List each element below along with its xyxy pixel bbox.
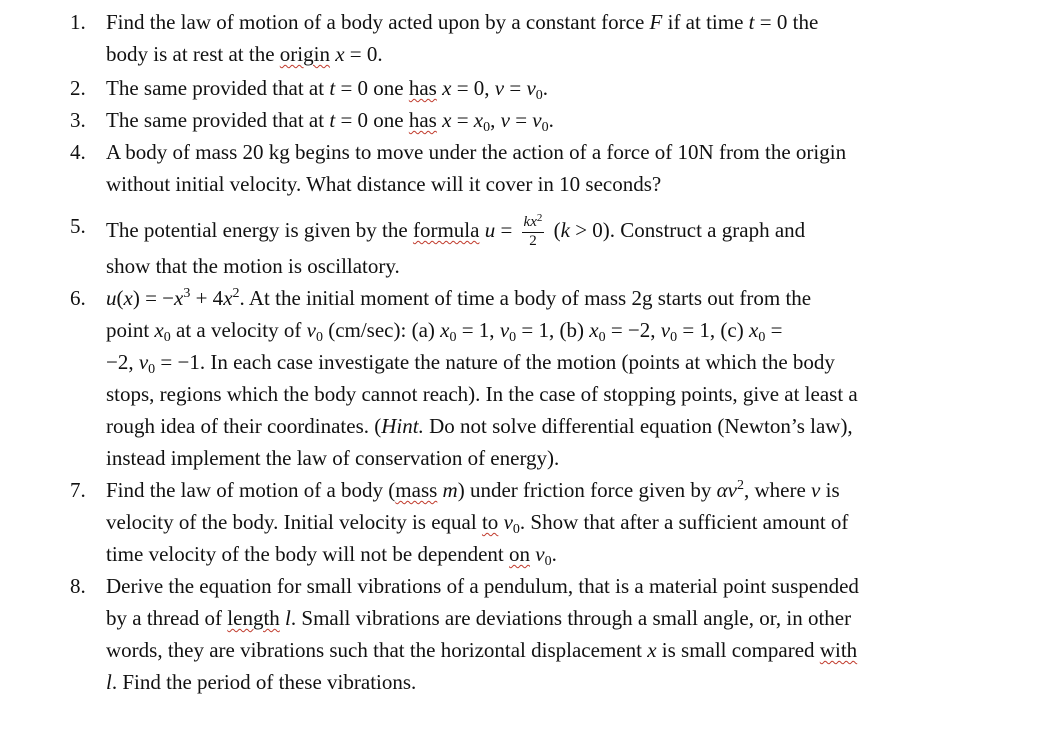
fraction-kx2-over-2: $\frac{kx^2}{2}$ <box>523 212 543 249</box>
text-line: Find the law of motion of a body (mass m) under friction force given by $\alpha v^2$, where v is <box>106 478 840 502</box>
problem-number: 6. <box>70 286 86 310</box>
text-line: Find the law of motion of a body acted upon by a constant force F if at time t = 0 the <box>106 10 819 34</box>
text-line: without initial velocity. What distance will it cover in 10 seconds? <box>106 172 662 196</box>
problem-number: 7. <box>70 478 86 502</box>
problem-number: 2. <box>70 76 86 100</box>
text-line: velocity of the body. Initial velocity is equal to v0. Show that after a sufficient amount of <box>106 510 849 537</box>
problem-number: 8. <box>70 574 86 598</box>
text-line: $u(x) = -x^3 + 4x^2$. At the initial moment of time a body of mass 2g starts out from the <box>106 286 812 310</box>
problem-number: 1. <box>70 10 86 34</box>
text-line: time velocity of the body will not be dependent on v0. <box>106 542 557 569</box>
problem-number: 3. <box>70 108 86 132</box>
text-line: The same provided that at t = 0 one has x = x0, v = v0. <box>106 108 554 135</box>
text-line: show that the motion is oscillatory. <box>106 254 400 278</box>
text-line: body is at rest at the origin x = 0. <box>106 42 383 66</box>
text-line: The potential energy is given by the formula u = $\frac{kx^2}{2}$ (k > 0). Construct a graph and <box>106 212 806 249</box>
text-line: instead implement the law of conservation of energy). <box>106 446 560 470</box>
text-line: by a thread of length l. Small vibrations are deviations through a small angle, or, in other <box>106 606 852 630</box>
text-line: A body of mass 20 kg begins to move under the action of a force of 10N from the origin <box>106 140 847 164</box>
text-line: l. Find the period of these vibrations. <box>106 670 417 694</box>
text-line: rough idea of their coordinates. (Hint. Do not solve differential equation (Newton’s law), <box>106 414 853 438</box>
text-line: words, they are vibrations such that the horizontal displacement x is small compared with <box>106 638 858 662</box>
text-line: −2, v0 = −1. In each case investigate the nature of the motion (points at which the body <box>106 350 835 377</box>
text-line: stops, regions which the body cannot reach). In the case of stopping points, give at least a <box>106 382 858 406</box>
text-line: point x0 at a velocity of v0 (cm/sec): (a) x0 = 1, v0 = 1, (b) x0 = −2, v0 = 1, (c) x0 = <box>106 318 783 345</box>
problem-number: 4. <box>70 140 86 164</box>
text-line: Derive the equation for small vibrations of a pendulum, that is a material point suspended <box>106 574 859 598</box>
text-line: The same provided that at t = 0 one has x = 0, v = v0. <box>106 76 549 103</box>
problem-number: 5. <box>70 214 86 238</box>
